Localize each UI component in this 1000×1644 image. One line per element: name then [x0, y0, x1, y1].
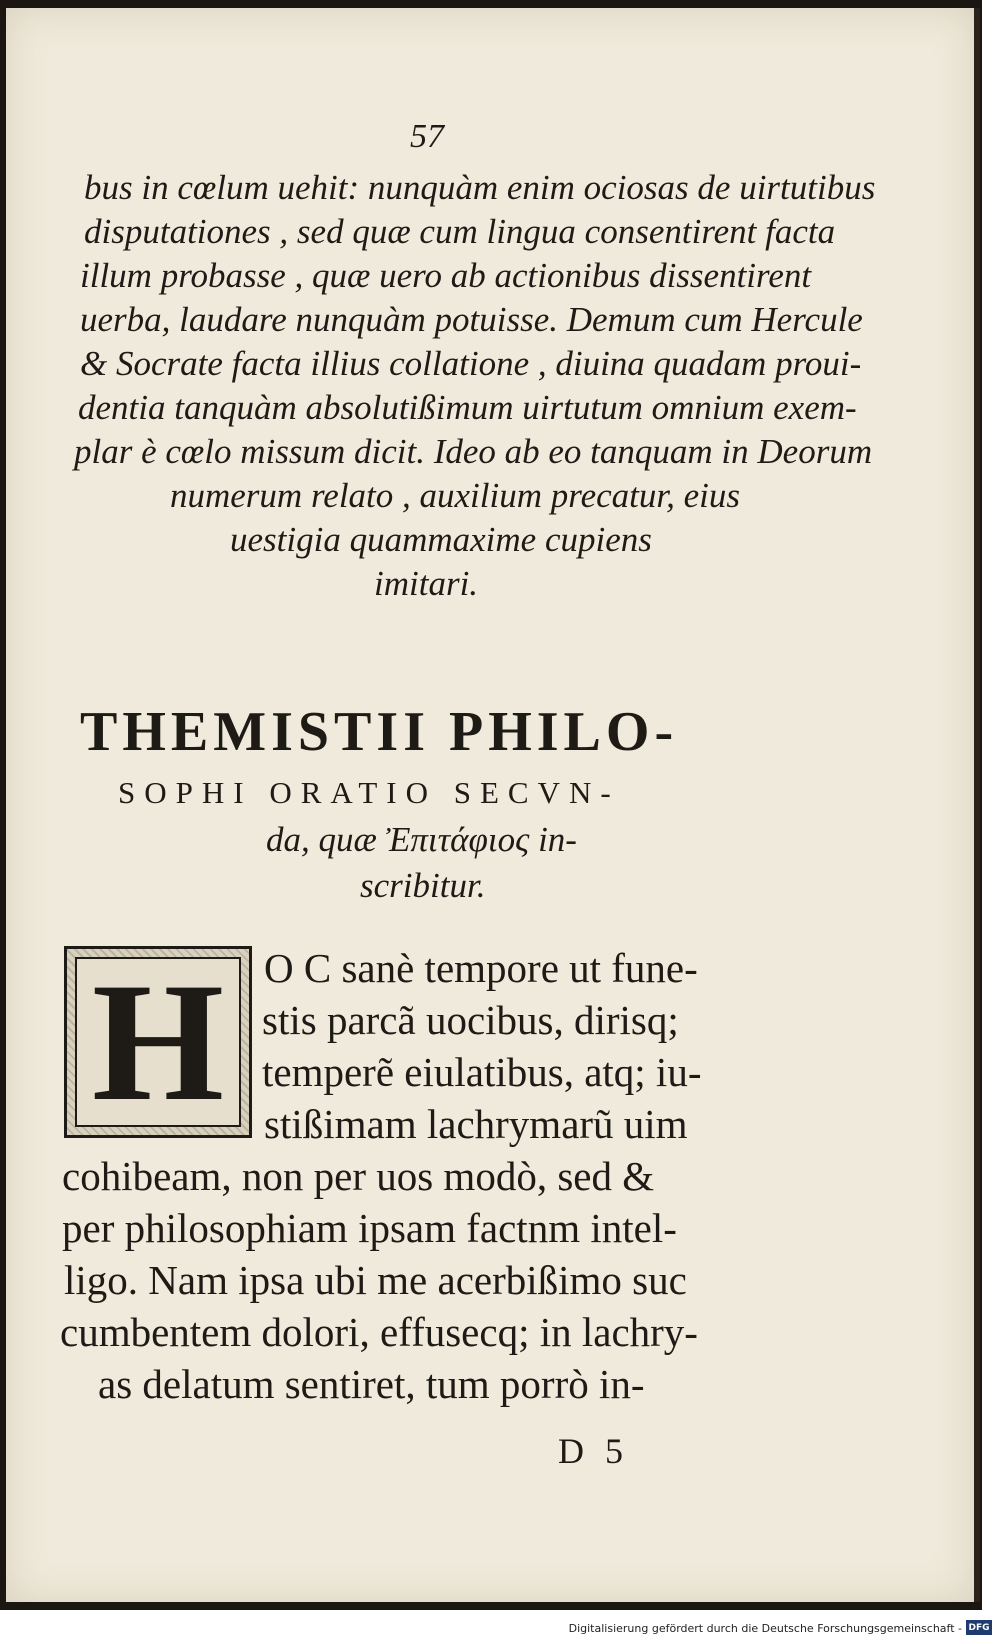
- initial-letter: H: [91, 948, 225, 1136]
- heading-line: scribitur.: [360, 866, 486, 905]
- decorated-initial: [64, 946, 252, 1138]
- text-line: stis parcã uocibus, dirisq;: [262, 997, 679, 1043]
- heading-title: THEMISTII PHILO-: [80, 701, 679, 763]
- text-line: uestigia quammaxime cupiens: [230, 520, 652, 559]
- text-line: ligo. Nam ipsa ubi me acerbißimo suc: [64, 1257, 687, 1303]
- text-line: stißimam lachrymarũ uim: [264, 1101, 688, 1147]
- text-line: as delatum sentiret, tum porrò in-: [98, 1361, 645, 1407]
- signature-mark: D 5: [558, 1431, 629, 1471]
- text-line: O C sanè tempore ut fune-: [264, 945, 698, 991]
- text-line: illum probasse , quæ uero ab actionibus dissentirent: [80, 256, 812, 295]
- page-edge: [974, 8, 980, 1602]
- footer-credit: Digitalisierung gefördert durch die Deutsche Forschungsgemeinschaft -: [568, 1622, 962, 1635]
- page-number: 57: [410, 118, 444, 155]
- text-line: numerum relato , auxilium precatur, eius: [170, 476, 740, 515]
- text-line: dentia tanquàm absolutißimum uirtutum omnium exem-: [78, 388, 857, 427]
- text-line: temperẽ eiulatibus, atq; iu-: [262, 1049, 702, 1095]
- text-line: imitari.: [374, 564, 479, 603]
- heading-line: SOPHI ORATIO SECVN-: [118, 775, 620, 810]
- footer-bar: [0, 1614, 1000, 1644]
- text-line: per philosophiam ipsam factnm intel-: [62, 1205, 677, 1251]
- heading-line: da, quæ Ἐπιτάφιος in-: [266, 820, 577, 859]
- text-line: bus in cœlum uehit: nunquàm enim ociosas de uirtutibus: [84, 168, 876, 207]
- text-line: cumbentem dolori, effusecq; in lachry-: [60, 1309, 698, 1355]
- text-line: disputationes , sed quæ cum lingua consentirent facta: [84, 212, 836, 251]
- text-line: uerba, laudare nunquàm potuisse. Demum cum Hercule: [80, 300, 863, 339]
- text-line: & Socrate facta illius collatione , diuina quadam proui-: [80, 344, 862, 383]
- dfg-logo: DFG: [966, 1620, 992, 1635]
- text-line: cohibeam, non per uos modò, sed &: [62, 1153, 655, 1199]
- text-line: plar è cœlo missum dicit. Ideo ab eo tanquam in Deorum: [74, 432, 873, 471]
